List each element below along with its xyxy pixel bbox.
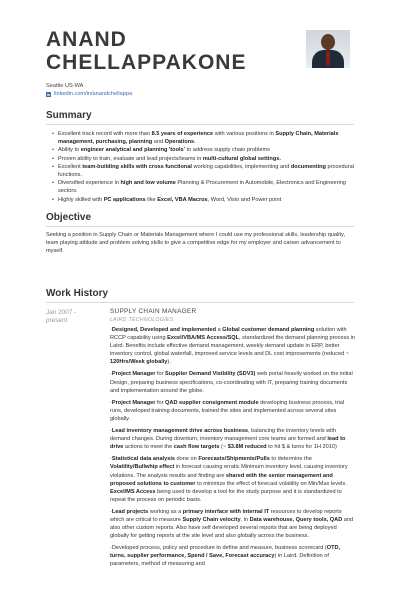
section-work-title: Work History — [46, 288, 109, 299]
job-paragraph-5: ·Lead projects working as a primary interface with internal IT resources to develop reports which are critical to measure Supply Chain velocity, in Data warehouse, Query tools, QAD and also other custom reports. Also have self developed several reports that are being deployed globally for getting reports at the site level and also globally across the business. — [110, 508, 354, 540]
job-paragraph-4: ·Statistical data analysis done on Forecasts/Shipments/Pulls to determine the Volatility/Bullwhip effect in forecast causing erratic Minimum inventory level, causing inventory violations. The analysis results and finding are shared with the senior management and proposed solutions to customer to minimize the effect of forecast volatility on Min/Max levels. Excel/MS Access being used to develop a tool for the study purpose and it is standardized to repeat the process on periodic basis. — [110, 456, 348, 503]
section-summary-title: Summary — [46, 110, 92, 121]
job-description — [110, 326, 356, 573]
job-date-end: present — [46, 317, 68, 324]
location-text: Seattle US-WA — [46, 83, 84, 89]
summary-divider — [46, 124, 354, 125]
work-divider — [46, 302, 354, 303]
summary-item-3: • Excellent team-building skills with cross functional working capabilities, implementing and documenting procedural functions. — [52, 163, 357, 179]
summary-item-4: • Diversified experience in high and low volume Planning & Procurement in Automobile, Electronics and Engineering sectors. — [52, 179, 357, 195]
linkedin-link[interactable] — [46, 90, 132, 98]
summary-item-1: • Ability to engineer analytical and planning 'tools' to address supply chain problems — [52, 146, 357, 154]
summary-item-2: • Proven ability to train, evaluate and lead projects/teams in multi-cultural global settings. — [52, 155, 357, 163]
objective-text: Seeking a position in Supply Chain or Materials Management where I could use my professional skills, leadership quality, team playing attitude and problem solving skills to give a competitive edge for my employer and career advancement to myself. — [46, 232, 346, 255]
job-paragraph-6: ·Developed process, policy and procedure to define and measure, business scorecard (OTD, turns, supplier performance, Spend / Save, Forecast accuracy) in Laird. Definition of parameters, method of measuring and — [110, 545, 341, 568]
linkedin-url[interactable]: linkedin.com/in/anandchellappa — [54, 91, 133, 97]
contact-block — [46, 82, 132, 98]
profile-photo — [306, 30, 350, 68]
job-date-start: Jan 2007 - — [46, 309, 77, 316]
job-title: SUPPLY CHAIN MANAGER — [110, 308, 197, 315]
name-last: CHELLAPPAKONE — [46, 51, 247, 74]
job-paragraph-1: ·Project Manager for Supplier Demand Visibility (SDV3) web portal heavily worked on the initial Design, preparing business specifications, co-coordinating with IT, preparing training documents and implementation around the globe. — [110, 371, 353, 394]
job-company: LAIRD TECHNOLOGIES — [110, 317, 174, 323]
objective-divider — [46, 226, 354, 227]
section-objective-title: Objective — [46, 212, 92, 223]
name-first: ANAND — [46, 28, 127, 51]
summary-list — [52, 130, 357, 204]
job-dates — [46, 309, 76, 325]
job-paragraph-0: ·Designed, Developed and implemented a Global customer demand planning solution with RCCP capability using Excel/VBA/MS Access/SQL, standardized the demand planning process in Laird. Benefits include effective demand management, weekly demand update in ERP, better inventory control, global waterfall, improved service levels and DL cost improvements (reduced ~ 120Hrs/Week globally). — [110, 327, 356, 366]
summary-item-0: • Excellent track record with more than 8.5 years of experience with various positions in Supply Chain, Materials management, purchasing, planning and Operations. — [52, 130, 357, 146]
linkedin-icon: in — [46, 91, 51, 97]
summary-item-5: • Highly skilled with PC applications like Excel, VBA Macros, Word, Visio and Power point — [52, 196, 357, 204]
job-paragraph-3: ·Lead inventory management drive across business, balancing the inventory levels with demand changes. During downturn, inventory management core teams are formed and lead to drive actions to meet the cash flow targets (~ $3.8M reduced to hit $ & turns for 1H 2010) — [110, 428, 346, 451]
job-paragraph-2: ·Project Manager for QAD supplier consignment module developing business process, trial runs, developed training documents, trained the sites and implemented across several sites globally. — [110, 399, 345, 422]
